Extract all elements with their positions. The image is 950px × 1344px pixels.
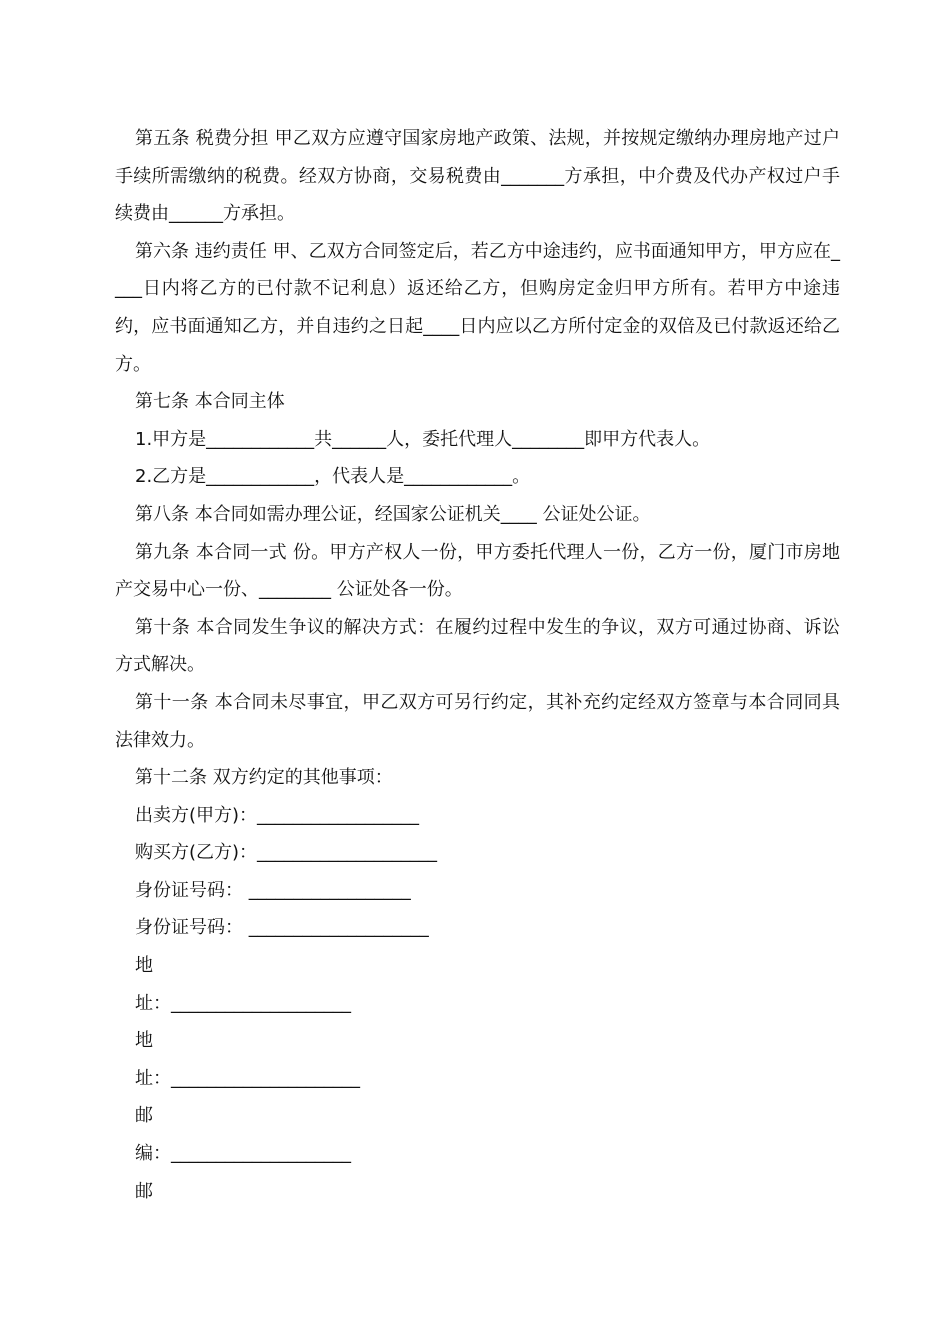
article-9-copies: 第九条 本合同一式 份。甲方产权人一份，甲方委托代理人一份，乙方一份，厦门市房地产交易中心一份、________ 公证处各一份。: [115, 541, 840, 601]
seller-address-line: 址：____________________: [135, 992, 351, 1014]
seller-postcode-label: 邮: [135, 1105, 153, 1127]
buyer-id-number-line: 身份证号码： ____________________: [135, 917, 429, 939]
buyer-postcode-label: 邮: [135, 1180, 153, 1202]
article-7-heading: 第七条 本合同主体: [135, 391, 285, 413]
article-7-party-b: 2.乙方是____________，代表人是____________。: [135, 466, 531, 488]
buyer-address-label: 地: [135, 1030, 153, 1052]
article-12-other-matters: 第十二条 双方约定的其他事项：: [135, 767, 393, 789]
article-8-notarization: 第八条 本合同如需办理公证，经国家公证机关____ 公证处公证。: [135, 503, 651, 525]
contract-body: [115, 120, 840, 1210]
seller-address-label: 地: [135, 955, 153, 977]
article-7-party-a: 1.甲方是____________共______人，委托代理人________即甲方代表人。: [135, 428, 711, 450]
article-11-supplements: 第十一条 本合同未尽事宜，甲乙双方可另行约定，其补充约定经双方签章与本合同同具法律效力。: [115, 691, 840, 751]
article-6-breach-liability: 第六条 违约责任 甲、乙双方合同签定后，若乙方中途违约，应书面通知甲方，甲方应在____日内将乙方的已付款不记利息）返还给乙方，但购房定金归甲方所有。若甲方中途违约，应书面通知乙方，并自违约之日起____日内应以乙方所付定金的双倍及已付款返还给乙方。: [115, 240, 840, 375]
seller-postcode-line: 编：____________________: [135, 1143, 351, 1165]
article-5-tax-allocation: 第五条 税费分担 甲乙双方应遵守国家房地产政策、法规，并按规定缴纳办理房地产过户手续所需缴纳的税费。经双方协商，交易税费由_______方承担，中介费及代办产权过户手续费由______方承担。: [115, 128, 840, 225]
buyer-signature-line: 购买方(乙方)：____________________: [135, 842, 438, 864]
buyer-address-line: 址：_____________________: [135, 1067, 360, 1089]
seller-signature-line: 出卖方(甲方)：__________________: [135, 804, 420, 826]
article-10-disputes: 第十条 本合同发生争议的解决方式：在履约过程中发生的争议，双方可通过协商、诉讼方式解决。: [115, 616, 840, 676]
seller-id-number-line: 身份证号码： __________________: [135, 879, 411, 901]
